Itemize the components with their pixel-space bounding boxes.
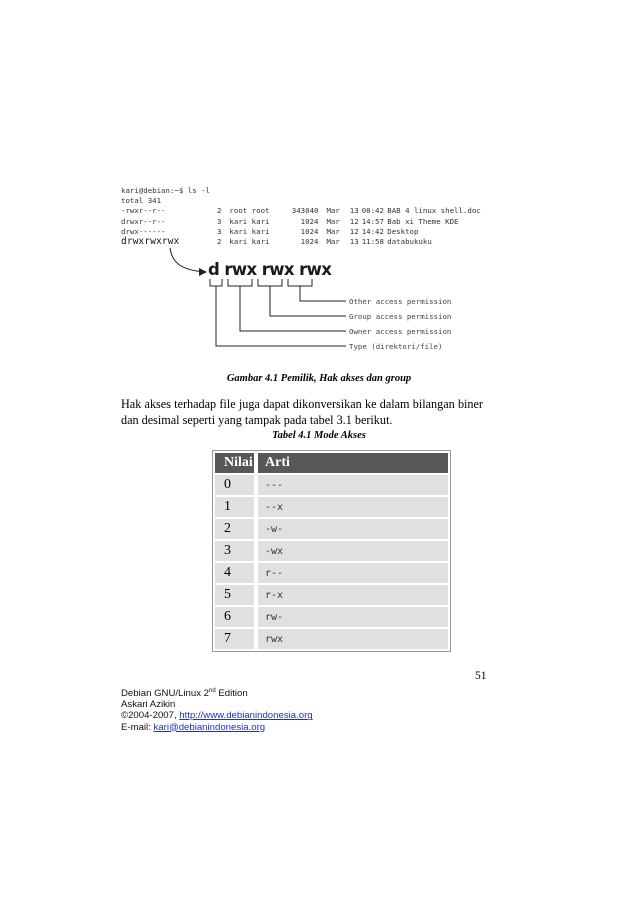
bracket-owner bbox=[228, 279, 252, 286]
table-row bbox=[215, 629, 448, 649]
cell-arti: --x bbox=[258, 497, 448, 517]
header-arti: Arti bbox=[258, 453, 448, 473]
bracket-other bbox=[288, 279, 312, 286]
listing-time: 14:57 bbox=[361, 216, 384, 226]
cell-arti: rwx bbox=[258, 629, 448, 649]
cell-nilai: 1 bbox=[215, 497, 254, 517]
listing-day: 12 bbox=[349, 226, 359, 236]
cell-nilai: 2 bbox=[215, 519, 254, 539]
cell-arti: -wx bbox=[258, 541, 448, 561]
listing-permissions: -rwxr--r-- bbox=[121, 206, 166, 216]
header-nilai: Nilai bbox=[215, 453, 254, 473]
email-link[interactable]: kari@debianindonesia.org bbox=[153, 721, 266, 733]
listing-owner: kari kari bbox=[229, 226, 270, 236]
cell-nilai: 4 bbox=[215, 563, 254, 583]
table-row bbox=[215, 497, 448, 517]
listing-permissions: drwx------ bbox=[121, 226, 166, 236]
table-header-row bbox=[215, 453, 448, 473]
listing-permissions: drwxr--r-- bbox=[121, 216, 166, 226]
cell-nilai: 5 bbox=[215, 585, 254, 605]
footer-title-edition: Edition bbox=[215, 688, 248, 699]
footer-author: Askari Azikin bbox=[121, 699, 176, 711]
cell-arti: --- bbox=[258, 475, 448, 495]
table-row bbox=[215, 475, 448, 495]
connector-other bbox=[300, 286, 346, 301]
figure-caption: Gambar 4.1 Pemilik, Hak akses dan group bbox=[226, 373, 412, 384]
listing-size: 343040 bbox=[291, 206, 319, 216]
legend-owner: Owner access permission bbox=[349, 327, 452, 336]
mode-table bbox=[212, 450, 451, 652]
listing-day: 13 bbox=[349, 206, 359, 216]
listing-month: Mar bbox=[326, 226, 340, 236]
cell-nilai: 3 bbox=[215, 541, 254, 561]
listing-size: 1024 bbox=[300, 226, 319, 236]
table-row bbox=[215, 519, 448, 539]
listing-links: 2 bbox=[216, 206, 222, 216]
listing-owner: root root bbox=[229, 206, 270, 216]
listing-month: Mar bbox=[326, 236, 340, 246]
listing-links: 3 bbox=[216, 226, 222, 236]
listing-month: Mar bbox=[326, 216, 340, 226]
cell-arti: -w- bbox=[258, 519, 448, 539]
permission-label: d rwx rwx rwx bbox=[208, 260, 332, 279]
listing-time: 11:58 bbox=[361, 236, 384, 246]
legend-type: Type (direktori/file) bbox=[349, 342, 443, 351]
listing-permissions: drwxrwxrwx bbox=[121, 235, 180, 247]
page-footer bbox=[121, 686, 313, 733]
cell-nilai: 7 bbox=[215, 629, 254, 649]
footer-title-sup: nd bbox=[209, 688, 216, 694]
cell-arti: r-- bbox=[258, 563, 448, 583]
table-caption: Tabel 4.1 Mode Akses bbox=[272, 430, 366, 441]
connector-owner bbox=[240, 286, 346, 331]
cell-nilai: 0 bbox=[215, 475, 254, 495]
listing-links: 2 bbox=[216, 236, 222, 246]
listing-filename: Desktop bbox=[387, 226, 419, 236]
listing-month: Mar bbox=[326, 206, 340, 216]
listing-owner: kari kari bbox=[229, 216, 270, 226]
table-row bbox=[215, 541, 448, 561]
footer-email-label: E-mail: bbox=[121, 721, 154, 733]
cell-arti: rw- bbox=[258, 607, 448, 627]
bracket-group bbox=[258, 279, 282, 286]
footer-email-line bbox=[121, 722, 313, 733]
listing-filename: databukuku bbox=[387, 236, 432, 246]
listing-day: 12 bbox=[349, 216, 359, 226]
listing-size: 1024 bbox=[300, 236, 319, 246]
footer-title bbox=[121, 686, 313, 699]
terminal-total: total 341 bbox=[121, 196, 162, 206]
listing-links: 3 bbox=[216, 216, 222, 226]
legend-group: Group access permission bbox=[349, 312, 452, 321]
bracket-type bbox=[210, 279, 222, 286]
listing-time: 14:42 bbox=[361, 226, 384, 236]
footer-copyright: ©2004-2007, bbox=[121, 710, 180, 722]
listing-day: 13 bbox=[349, 236, 359, 246]
listing-time: 08:42 bbox=[361, 206, 384, 216]
listing-filename: BAB 4 linux shell.doc bbox=[387, 206, 481, 216]
table-row bbox=[215, 585, 448, 605]
footer-title-text: Debian GNU/Linux 2 bbox=[121, 688, 209, 699]
table-row bbox=[215, 563, 448, 583]
cell-nilai: 6 bbox=[215, 607, 254, 627]
body-paragraph: Hak akses terhadap file juga dapat dikonversikan ke dalam bilangan biner dan desimal seperti yang tampak pada tabel 3.1 berikut. bbox=[121, 397, 483, 427]
listing-size: 1024 bbox=[300, 216, 319, 226]
terminal-prompt: kari@debian:~$ ls -l bbox=[121, 186, 210, 195]
listing-filename: Bab xi Theme KDE bbox=[387, 216, 459, 226]
website-link[interactable]: http://www.debianindonesia.org bbox=[179, 710, 313, 722]
table-row bbox=[215, 607, 448, 627]
arrow-head-icon bbox=[199, 268, 207, 276]
listing-owner: kari kari bbox=[229, 236, 270, 246]
page-number: 51 bbox=[475, 670, 487, 682]
cell-arti: r-x bbox=[258, 585, 448, 605]
legend-other: Other access permission bbox=[349, 297, 452, 306]
footer-copyright-line bbox=[121, 710, 313, 721]
